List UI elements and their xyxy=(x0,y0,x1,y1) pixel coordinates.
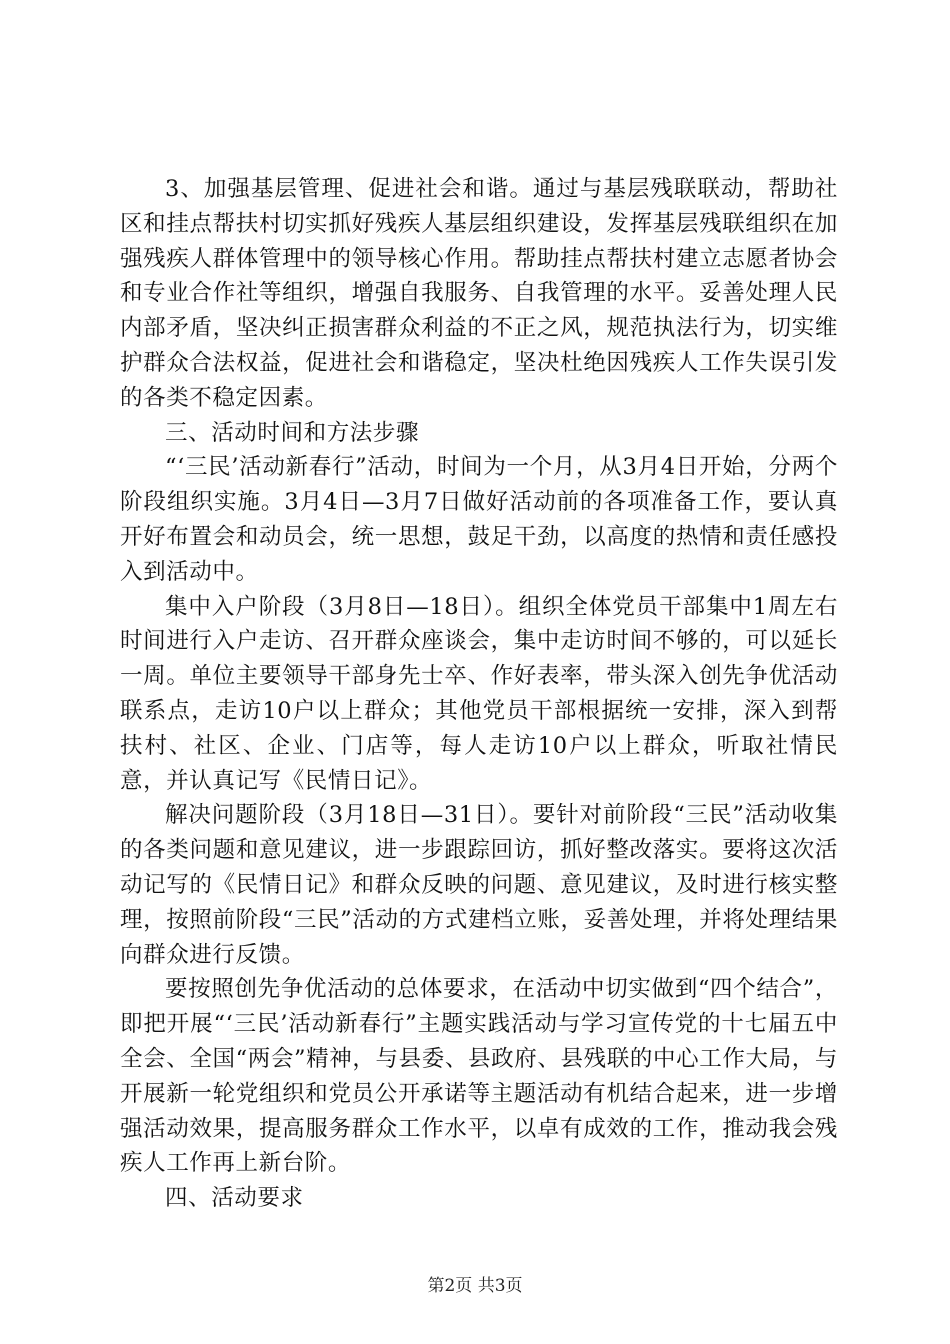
paragraph-problem-solving-stage: 解决问题阶段（3月18日—31日）。要针对前阶段“三民”活动收集的各类问题和意见建议，进一步跟踪回访，抓好整改落实。要将这次活动记写的《民情日记》和群众反映的问题、意见建议，及时进行核实整理，按照前阶段“三民”活动的方式建档立账，妥善处理，并将处理结果向群众进行反馈。 xyxy=(120,802,838,968)
page-number-footer: 第2页 共3页 xyxy=(427,1276,523,1296)
paragraph-household-visit-stage: 集中入户阶段（3月8日—18日）。组织全体党员干部集中1周左右时间进行入户走访、召开群众座谈会，集中走访时间不够的，可以延长一周。单位主要领导干部身先士卒、作好表率，带头深入创先争优活动联系点，走访10户以上群众；其他党员干部根据统一安排，深入到帮扶村、社区、企业、门店等，每人走访10户以上群众，听取社情民意，并认真记写《民情日记》。 xyxy=(120,593,838,794)
paragraph-four-combinations: 要按照创先争优活动的总体要求，在活动中切实做到“四个结合”，即把开展“‘三民’活动新春行”主题实践活动与学习宣传党的十七届五中全会、全国“两会”精神，与县委、县政府、县残联的中心工作大局，与开展新一轮党组织和党员公开承诺等主题活动有机结合起来，进一步增强活动效果，提高服务群众工作水平，以卓有成效的工作，推动我会残疾人工作再上新台阶。 xyxy=(120,976,838,1177)
paragraph-strengthen-grassroots: 3、加强基层管理、促进社会和谐。通过与基层残联联动，帮助社区和挂点帮扶村切实抓好残疾人基层组织建设，发挥基层残联组织在加强残疾人群体管理中的领导核心作用。帮助挂点帮扶村建立志愿者协会和专业合作社等组织，增强自我服务、自我管理的水平。妥善处理人民内部矛盾，坚决纠正损害群众利益的不正之风，规范执法行为，切实维护群众合法权益，促进社会和谐稳定，坚决杜绝因残疾人工作失误引发的各类不稳定因素。 xyxy=(120,176,838,411)
section-heading-requirements: 四、活动要求 xyxy=(165,1185,304,1212)
section-heading-time-steps: 三、活动时间和方法步骤 xyxy=(165,419,420,446)
paragraph-activity-overview: “‘三民’活动新春行”活动，时间为一个月，从3月4日开始，分两个阶段组织实施。3月4日—3月7日做好活动前的各项准备工作，要认真开好布置会和动员会，统一思想，鼓足干劲，以高度的热情和责任感投入到活动中。 xyxy=(120,454,838,585)
document-body xyxy=(120,172,838,1216)
